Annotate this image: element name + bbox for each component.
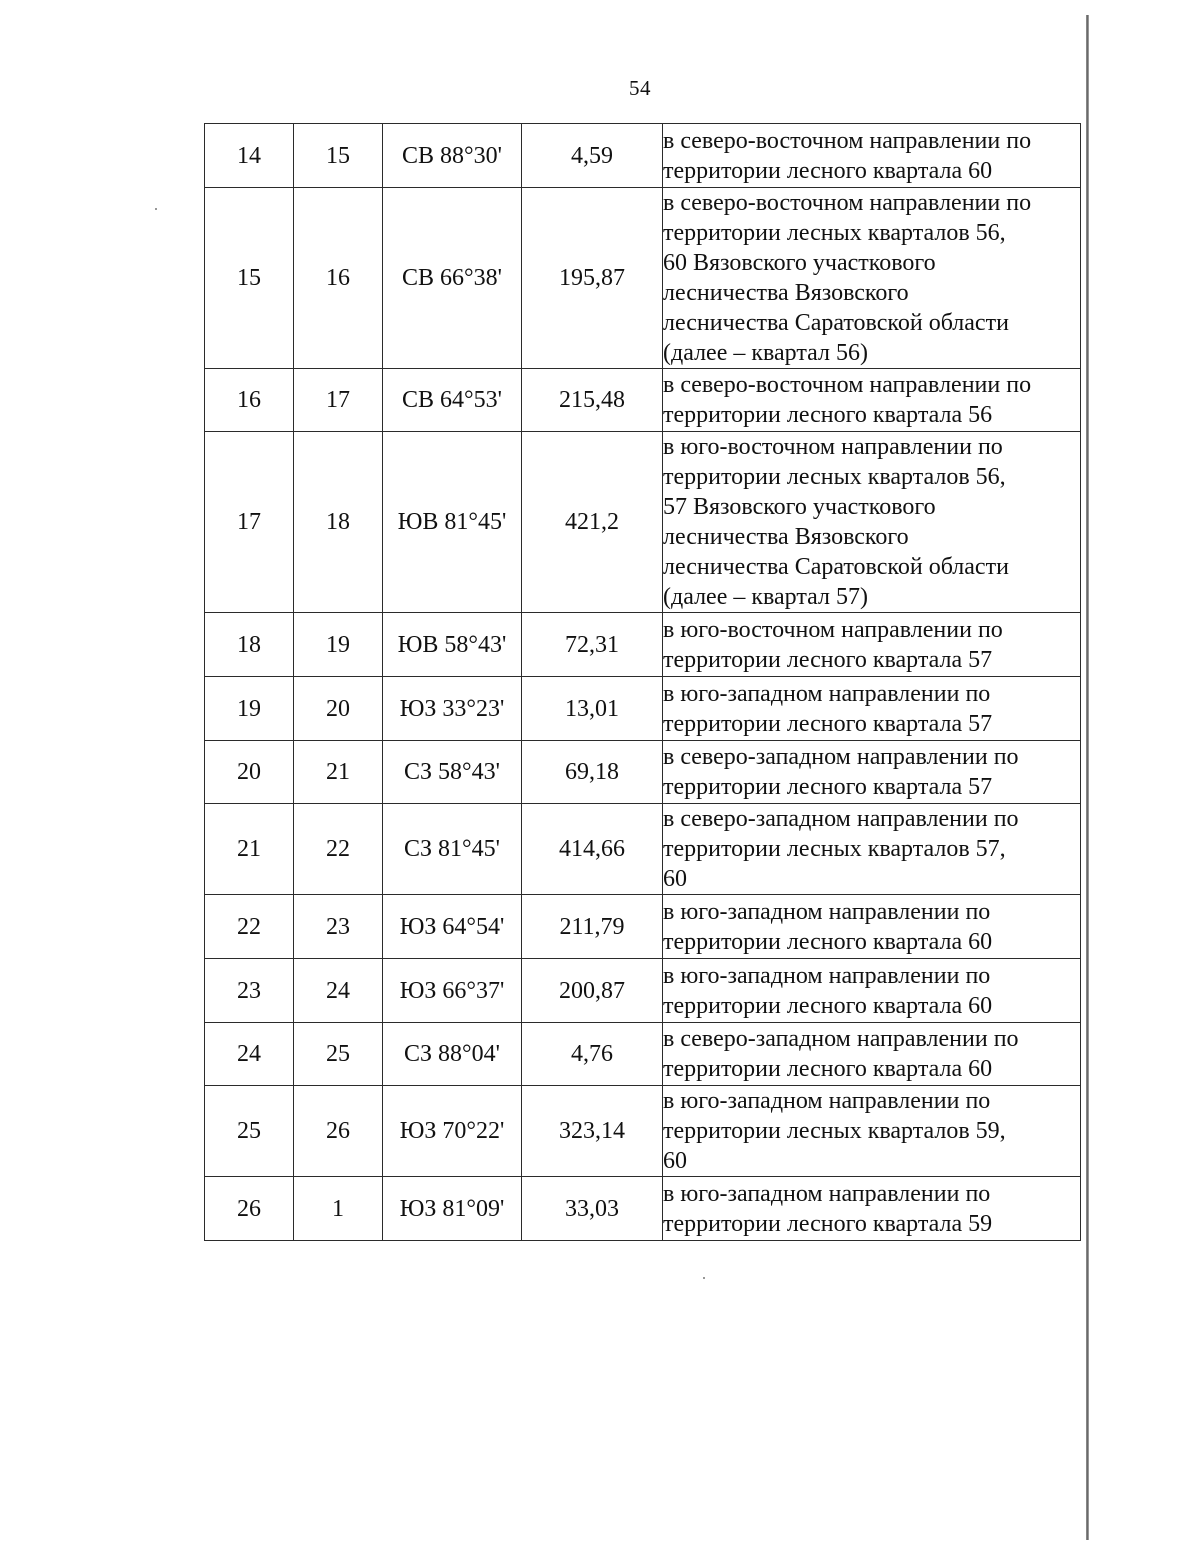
cell-bearing: ЮВ 58°43' [383, 613, 522, 677]
cell-description: в северо-восточном направлении по территории лесных кварталов 56, 60 Вязовского участкового лесничества Вязовского лесничества Саратовской области (далее – квартал 56) [663, 188, 1081, 369]
cell-description: в юго-западном направлении по территории лесного квартала 60 [663, 895, 1081, 959]
cell-description: в юго-восточном направлении по территории лесного квартала 57 [663, 613, 1081, 677]
cell-point-from: 26 [205, 1177, 294, 1241]
cell-bearing: ЮВ 81°45' [383, 432, 522, 613]
table-row [205, 959, 1081, 1023]
cell-bearing: ЮЗ 33°23' [383, 677, 522, 741]
table-row [205, 432, 1081, 613]
cell-point-from: 15 [205, 188, 294, 369]
cell-distance: 414,66 [522, 804, 663, 895]
table-row [205, 895, 1081, 959]
cell-distance: 4,76 [522, 1023, 663, 1086]
cell-point-to: 25 [294, 1023, 383, 1086]
boundary-table [204, 123, 1081, 1241]
cell-description: в юго-западном направлении по территории лесного квартала 60 [663, 959, 1081, 1023]
cell-point-from: 22 [205, 895, 294, 959]
cell-point-to: 24 [294, 959, 383, 1023]
table-row [205, 804, 1081, 895]
cell-description: в северо-западном направлении по территории лесного квартала 57 [663, 741, 1081, 804]
table-row [205, 369, 1081, 432]
cell-bearing: СВ 64°53' [383, 369, 522, 432]
cell-distance: 211,79 [522, 895, 663, 959]
cell-distance: 72,31 [522, 613, 663, 677]
cell-bearing: СЗ 81°45' [383, 804, 522, 895]
table-row [205, 1023, 1081, 1086]
cell-point-from: 17 [205, 432, 294, 613]
cell-description: в юго-западном направлении по территории лесного квартала 59 [663, 1177, 1081, 1241]
cell-distance: 215,48 [522, 369, 663, 432]
cell-point-from: 20 [205, 741, 294, 804]
table-row [205, 677, 1081, 741]
cell-bearing: СВ 88°30' [383, 124, 522, 188]
table-row [205, 124, 1081, 188]
cell-point-to: 22 [294, 804, 383, 895]
cell-distance: 69,18 [522, 741, 663, 804]
scan-speck [155, 208, 157, 210]
cell-bearing: СЗ 58°43' [383, 741, 522, 804]
cell-point-to: 19 [294, 613, 383, 677]
cell-point-from: 16 [205, 369, 294, 432]
cell-point-from: 25 [205, 1086, 294, 1177]
cell-distance: 13,01 [522, 677, 663, 741]
cell-description: в юго-западном направлении по территории лесного квартала 57 [663, 677, 1081, 741]
table-row [205, 613, 1081, 677]
boundary-table-body [205, 124, 1081, 1241]
cell-description: в юго-западном направлении по территории лесных кварталов 59, 60 [663, 1086, 1081, 1177]
cell-bearing: ЮЗ 81°09' [383, 1177, 522, 1241]
cell-bearing: СВ 66°38' [383, 188, 522, 369]
table-row [205, 188, 1081, 369]
table-row [205, 1086, 1081, 1177]
cell-bearing: ЮЗ 70°22' [383, 1086, 522, 1177]
cell-point-from: 21 [205, 804, 294, 895]
cell-point-from: 18 [205, 613, 294, 677]
cell-distance: 200,87 [522, 959, 663, 1023]
cell-distance: 4,59 [522, 124, 663, 188]
cell-description: в северо-западном направлении по территории лесных кварталов 57, 60 [663, 804, 1081, 895]
cell-bearing: ЮЗ 66°37' [383, 959, 522, 1023]
cell-point-to: 21 [294, 741, 383, 804]
cell-point-to: 1 [294, 1177, 383, 1241]
table-row [205, 741, 1081, 804]
cell-distance: 195,87 [522, 188, 663, 369]
scan-border-line [1086, 15, 1089, 1540]
cell-point-to: 18 [294, 432, 383, 613]
cell-bearing: ЮЗ 64°54' [383, 895, 522, 959]
cell-point-to: 26 [294, 1086, 383, 1177]
cell-point-from: 23 [205, 959, 294, 1023]
cell-point-to: 16 [294, 188, 383, 369]
cell-bearing: СЗ 88°04' [383, 1023, 522, 1086]
cell-description: в юго-восточном направлении по территории лесных кварталов 56, 57 Вязовского участкового лесничества Вязовского лесничества Саратовской области (далее – квартал 57) [663, 432, 1081, 613]
cell-point-to: 15 [294, 124, 383, 188]
cell-distance: 323,14 [522, 1086, 663, 1177]
cell-distance: 421,2 [522, 432, 663, 613]
cell-description: в северо-восточном направлении по территории лесного квартала 60 [663, 124, 1081, 188]
cell-point-to: 17 [294, 369, 383, 432]
cell-description: в северо-восточном направлении по территории лесного квартала 56 [663, 369, 1081, 432]
cell-point-from: 14 [205, 124, 294, 188]
table-row [205, 1177, 1081, 1241]
cell-distance: 33,03 [522, 1177, 663, 1241]
cell-point-from: 24 [205, 1023, 294, 1086]
cell-point-to: 20 [294, 677, 383, 741]
cell-point-from: 19 [205, 677, 294, 741]
cell-point-to: 23 [294, 895, 383, 959]
scan-speck [703, 1277, 705, 1279]
cell-description: в северо-западном направлении по территории лесного квартала 60 [663, 1023, 1081, 1086]
page-number: 54 [629, 76, 651, 100]
